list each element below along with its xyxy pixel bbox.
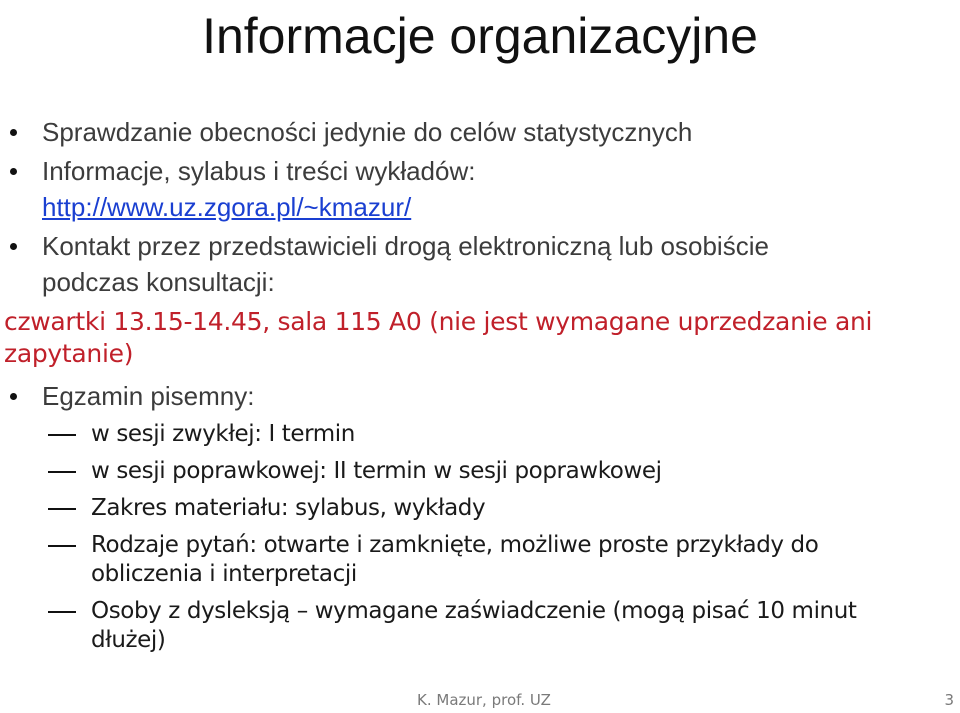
consultation-hours — [0, 306, 960, 370]
exam-item-text: Zakres materiału: sylabus, wykłady — [91, 495, 486, 521]
exam-item-text-continued: obliczenia i interpretacji — [91, 561, 357, 587]
bullet-exam — [0, 378, 960, 414]
consultation-line-1: czwartki 13.15-14.45, sala 115 A0 (nie jest wymagane uprzedzanie ani — [4, 307, 873, 336]
bullet-text: Informacje, sylabus i treści wykładów: — [42, 156, 476, 186]
dash-bullet-icon — [48, 508, 76, 510]
exam-item — [0, 597, 960, 655]
exam-item-text: Osoby z dysleksją – wymagane zaświadczenie (mogą pisać 10 minut — [91, 598, 857, 624]
bullet-contact — [0, 228, 960, 300]
bullet-dot-icon — [10, 393, 17, 400]
dash-bullet-icon — [48, 611, 76, 613]
exam-item — [0, 457, 960, 486]
exam-item — [0, 420, 960, 449]
exam-item-text-continued: dłużej) — [91, 627, 166, 653]
exam-item-text: Rodzaje pytań: otwarte i zamknięte, możliwe proste przykłady do — [91, 532, 819, 558]
exam-item — [0, 494, 960, 523]
bullet-attendance — [0, 114, 960, 150]
bullet-materials — [0, 153, 960, 225]
slide-content — [0, 114, 960, 655]
bullet-dot-icon — [10, 168, 17, 175]
exam-item-text: w sesji zwykłej: I termin — [91, 421, 355, 447]
dash-bullet-icon — [48, 471, 76, 473]
slide-footer — [0, 687, 960, 713]
bullet-text: Egzamin pisemny: — [42, 381, 255, 411]
footer-author: K. Mazur, prof. UZ — [417, 691, 551, 709]
bullet-dot-icon — [10, 243, 17, 250]
bullet-dot-icon — [10, 129, 17, 136]
bullet-text: Sprawdzanie obecności jedynie do celów statystycznych — [42, 117, 693, 147]
course-website-link[interactable]: http://www.uz.zgora.pl/~kmazur/ — [42, 192, 412, 222]
exam-item — [0, 531, 960, 589]
page-number: 3 — [944, 691, 954, 709]
exam-item-text: w sesji poprawkowej: II termin w sesji poprawkowej — [91, 458, 662, 484]
dash-bullet-icon — [48, 434, 76, 436]
dash-bullet-icon — [48, 545, 76, 547]
slide-title: Informacje organizacyjne — [202, 8, 758, 64]
bullet-text-continued: podczas konsultacji: — [42, 267, 275, 297]
consultation-line-2: zapytanie) — [4, 339, 134, 368]
bullet-text: Kontakt przez przedstawicieli drogą elektroniczną lub osobiście — [42, 231, 769, 261]
